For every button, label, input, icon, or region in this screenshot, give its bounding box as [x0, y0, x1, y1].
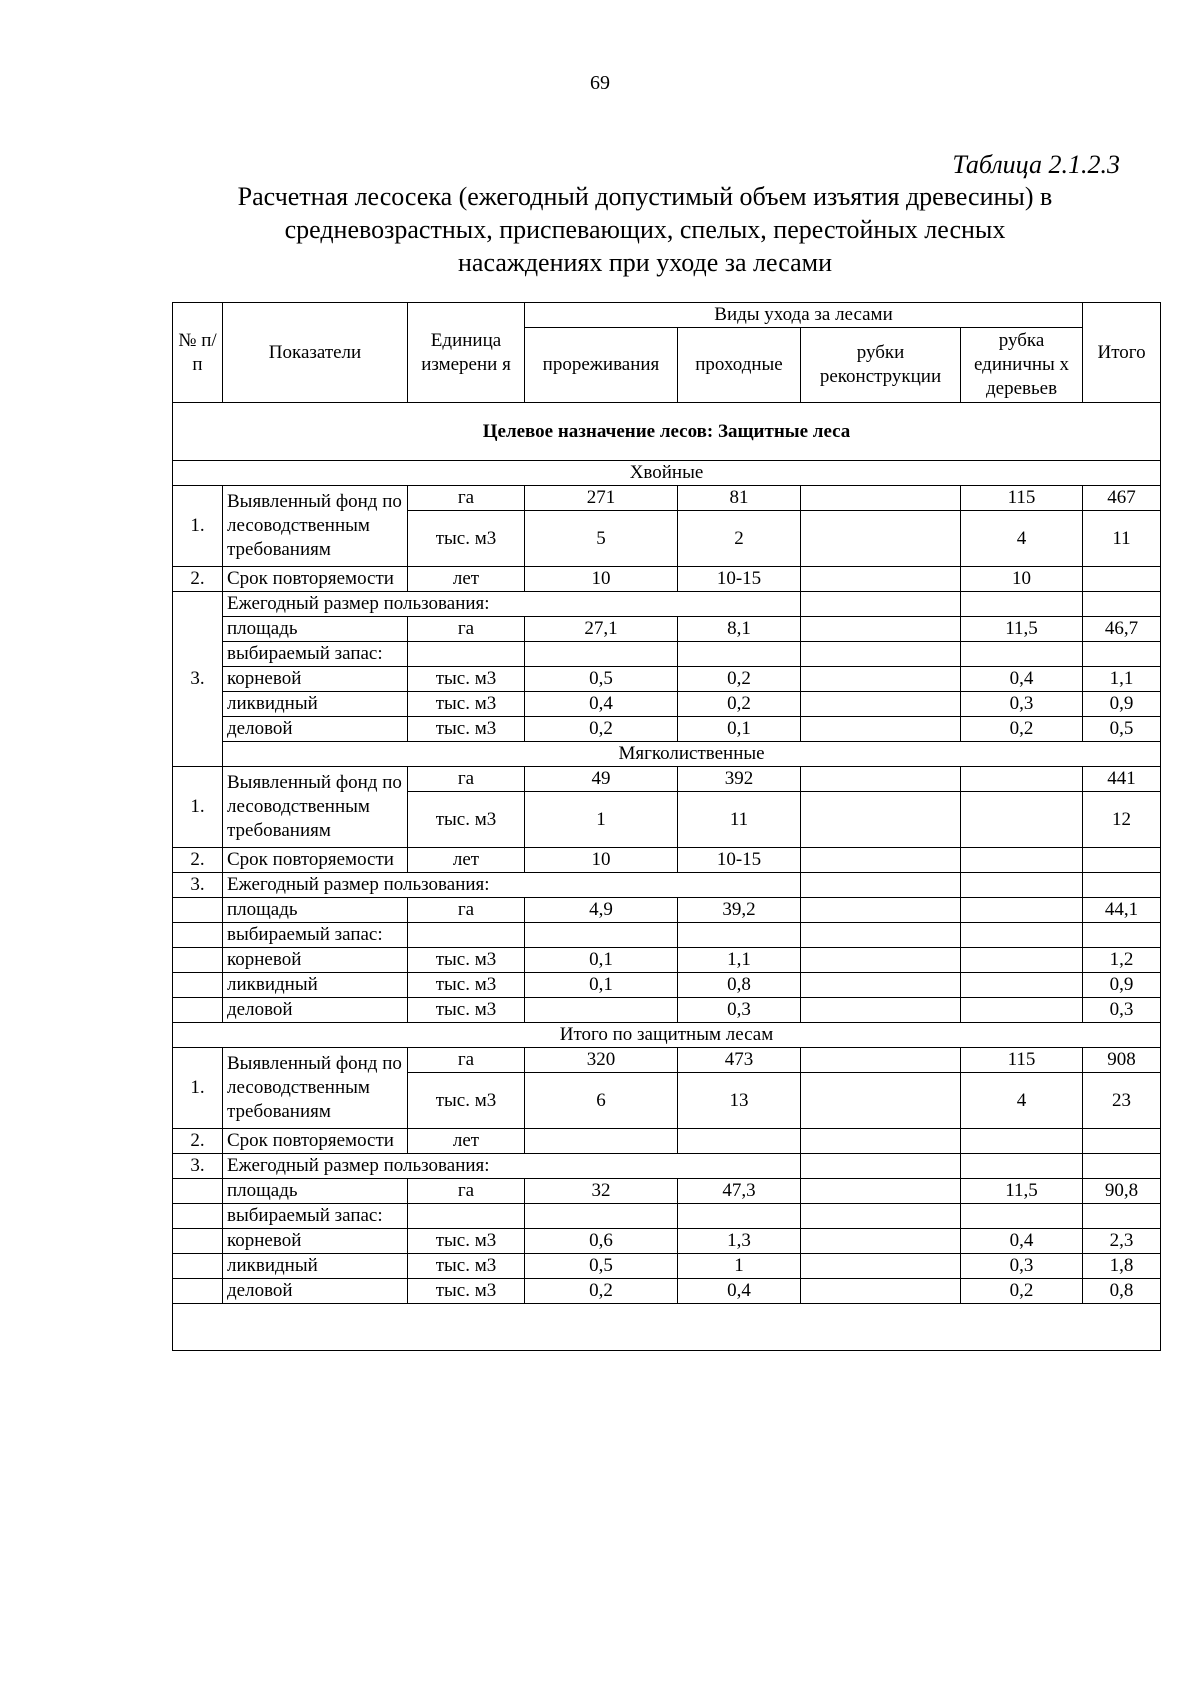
value-cell: [801, 1179, 961, 1204]
header-care-types: Виды ухода за лесами: [525, 303, 1083, 328]
row-number: 3.: [173, 1154, 223, 1179]
value-cell: [1083, 1154, 1161, 1179]
value-cell: [678, 642, 801, 667]
indicator-label: ликвидный: [223, 973, 408, 998]
value-cell: [961, 592, 1083, 617]
indicator-label: ликвидный: [223, 1254, 408, 1279]
table-row: [173, 667, 1161, 692]
value-cell: [678, 1129, 801, 1154]
value-cell: 49: [525, 767, 678, 792]
value-cell: [961, 767, 1083, 792]
table-row: [173, 1048, 1161, 1073]
unit-cell: лет: [408, 1129, 525, 1154]
header-row: [173, 303, 1161, 328]
row-number: [173, 1229, 223, 1254]
value-cell: [1083, 923, 1161, 948]
section-heading: Итого по защитным лесам: [173, 1023, 1161, 1048]
value-cell: 0,3: [961, 1254, 1083, 1279]
value-cell: [525, 1204, 678, 1229]
value-cell: [961, 898, 1083, 923]
value-cell: 27,1: [525, 617, 678, 642]
row-number: [173, 898, 223, 923]
row-number: [173, 1204, 223, 1229]
value-cell: [1083, 567, 1161, 592]
section-row: [173, 461, 1161, 486]
value-cell: 10-15: [678, 567, 801, 592]
row-number: 3.: [173, 592, 223, 767]
value-cell: 0,4: [961, 1229, 1083, 1254]
value-cell: 23: [1083, 1073, 1161, 1129]
table-row: [173, 998, 1161, 1023]
empty-row: [173, 1304, 1161, 1351]
value-cell: 0,2: [678, 667, 801, 692]
value-cell: 0,3: [678, 998, 801, 1023]
value-cell: [801, 1048, 961, 1073]
value-cell: [801, 511, 961, 567]
value-cell: [801, 792, 961, 848]
value-cell: [1083, 1129, 1161, 1154]
table-row: [173, 617, 1161, 642]
table-row: [173, 1179, 1161, 1204]
value-cell: 10: [525, 848, 678, 873]
value-cell: 1,1: [678, 948, 801, 973]
value-cell: 0,5: [1083, 717, 1161, 742]
unit-cell: тыс. м3: [408, 792, 525, 848]
page-number: 69: [590, 72, 610, 94]
value-cell: [961, 642, 1083, 667]
value-cell: [525, 1129, 678, 1154]
table-title: [160, 180, 1130, 279]
value-cell: 0,5: [525, 667, 678, 692]
value-cell: [801, 667, 961, 692]
value-cell: [961, 948, 1083, 973]
value-cell: 6: [525, 1073, 678, 1129]
indicator-label: деловой: [223, 717, 408, 742]
value-cell: 81: [678, 486, 801, 511]
row-number: [173, 973, 223, 998]
value-cell: 908: [1083, 1048, 1161, 1073]
value-cell: 90,8: [1083, 1179, 1161, 1204]
indicator-label: ликвидный: [223, 692, 408, 717]
indicator-label: Выявленный фонд по лесоводственным требованиям: [223, 486, 408, 567]
row-number: [173, 1179, 223, 1204]
value-cell: [801, 923, 961, 948]
unit-cell: га: [408, 1179, 525, 1204]
row-number: [173, 923, 223, 948]
value-cell: [801, 873, 961, 898]
header-single-trees: рубка единичны х деревьев: [961, 328, 1083, 403]
value-cell: [801, 567, 961, 592]
value-cell: 0,2: [961, 717, 1083, 742]
row-number: 1.: [173, 486, 223, 567]
value-cell: [801, 848, 961, 873]
value-cell: 11: [678, 792, 801, 848]
table-row: [173, 486, 1161, 511]
value-cell: [801, 1279, 961, 1304]
table-row: [173, 692, 1161, 717]
indicator-label: площадь: [223, 1179, 408, 1204]
value-cell: [801, 948, 961, 973]
value-cell: 0,4: [678, 1279, 801, 1304]
value-cell: 46,7: [1083, 617, 1161, 642]
row-number: 2.: [173, 1129, 223, 1154]
table-row: [173, 1254, 1161, 1279]
indicator-label: Срок повторяемости: [223, 1129, 408, 1154]
value-cell: [801, 717, 961, 742]
table-row: [173, 642, 1161, 667]
table-row: [173, 1204, 1161, 1229]
unit-cell: га: [408, 1048, 525, 1073]
value-cell: [525, 998, 678, 1023]
unit-cell: [408, 642, 525, 667]
table-row: [173, 567, 1161, 592]
unit-cell: тыс. м3: [408, 973, 525, 998]
value-cell: [801, 1073, 961, 1129]
indicator-label: деловой: [223, 1279, 408, 1304]
table-row: [173, 1129, 1161, 1154]
value-cell: 11,5: [961, 617, 1083, 642]
value-cell: 0,8: [1083, 1279, 1161, 1304]
indicator-label: Выявленный фонд по лесоводственным требованиям: [223, 1048, 408, 1129]
value-cell: [961, 1154, 1083, 1179]
row-number: 2.: [173, 848, 223, 873]
value-cell: 271: [525, 486, 678, 511]
value-cell: 0,8: [678, 973, 801, 998]
value-cell: 0,6: [525, 1229, 678, 1254]
value-cell: 0,4: [525, 692, 678, 717]
section-row: [173, 742, 1161, 767]
unit-cell: га: [408, 767, 525, 792]
header-thinning: прореживания: [525, 328, 678, 403]
row-number: [173, 1254, 223, 1279]
table-row: [173, 898, 1161, 923]
value-cell: 5: [525, 511, 678, 567]
value-cell: [961, 923, 1083, 948]
unit-cell: тыс. м3: [408, 948, 525, 973]
header-total: Итого: [1083, 303, 1161, 403]
value-cell: 0,1: [678, 717, 801, 742]
table-row: [173, 973, 1161, 998]
value-cell: [801, 1129, 961, 1154]
indicator-label: выбираемый запас:: [223, 923, 408, 948]
value-cell: [801, 1254, 961, 1279]
value-cell: 0,9: [1083, 692, 1161, 717]
value-cell: 39,2: [678, 898, 801, 923]
value-cell: 0,2: [525, 717, 678, 742]
value-cell: 1,3: [678, 1229, 801, 1254]
indicator-label: корневой: [223, 667, 408, 692]
value-cell: [961, 973, 1083, 998]
value-cell: [961, 848, 1083, 873]
value-cell: [801, 617, 961, 642]
empty-cell: [173, 1304, 1161, 1351]
value-cell: [1083, 592, 1161, 617]
value-cell: 0,1: [525, 948, 678, 973]
value-cell: [961, 1204, 1083, 1229]
title-line: насаждениях при уходе за лесами: [458, 248, 832, 277]
table-row: [173, 923, 1161, 948]
value-cell: 1: [525, 792, 678, 848]
value-cell: 115: [961, 486, 1083, 511]
value-cell: [1083, 1204, 1161, 1229]
value-cell: 10: [525, 567, 678, 592]
table-row: [173, 717, 1161, 742]
header-unit: Единица измерени я: [408, 303, 525, 403]
indicator-label: корневой: [223, 948, 408, 973]
unit-cell: тыс. м3: [408, 1229, 525, 1254]
value-cell: 0,1: [525, 973, 678, 998]
unit-cell: лет: [408, 848, 525, 873]
unit-cell: га: [408, 898, 525, 923]
value-cell: 10-15: [678, 848, 801, 873]
value-cell: [525, 642, 678, 667]
value-cell: [525, 923, 678, 948]
value-cell: [1083, 873, 1161, 898]
value-cell: [801, 692, 961, 717]
unit-cell: лет: [408, 567, 525, 592]
table-row: [173, 1229, 1161, 1254]
indicator-label: Ежегодный размер пользования:: [223, 592, 801, 617]
indicator-label: площадь: [223, 898, 408, 923]
table-label: Таблица 2.1.2.3: [952, 150, 1120, 179]
indicator-label: Ежегодный размер пользования:: [223, 1154, 801, 1179]
value-cell: [801, 973, 961, 998]
value-cell: 32: [525, 1179, 678, 1204]
section-heading: Хвойные: [173, 461, 1161, 486]
value-cell: 467: [1083, 486, 1161, 511]
value-cell: 0,3: [1083, 998, 1161, 1023]
value-cell: [801, 998, 961, 1023]
table-row: [173, 1154, 1161, 1179]
value-cell: 11: [1083, 511, 1161, 567]
unit-cell: тыс. м3: [408, 1279, 525, 1304]
value-cell: [1083, 848, 1161, 873]
value-cell: [801, 642, 961, 667]
value-cell: 1,1: [1083, 667, 1161, 692]
header-num: № п/ п: [173, 303, 223, 403]
value-cell: 4,9: [525, 898, 678, 923]
value-cell: 1,2: [1083, 948, 1161, 973]
value-cell: [801, 767, 961, 792]
section-heading: Мягколиственные: [223, 742, 1161, 767]
header-passage: проходные: [678, 328, 801, 403]
value-cell: [801, 592, 961, 617]
value-cell: [961, 1129, 1083, 1154]
row-number: 2.: [173, 567, 223, 592]
value-cell: 47,3: [678, 1179, 801, 1204]
indicator-label: выбираемый запас:: [223, 1204, 408, 1229]
value-cell: 1: [678, 1254, 801, 1279]
unit-cell: га: [408, 617, 525, 642]
row-number: [173, 948, 223, 973]
unit-cell: тыс. м3: [408, 692, 525, 717]
value-cell: 473: [678, 1048, 801, 1073]
value-cell: 0,2: [678, 692, 801, 717]
value-cell: 115: [961, 1048, 1083, 1073]
felling-table: [172, 302, 1161, 1351]
value-cell: 4: [961, 1073, 1083, 1129]
value-cell: 11,5: [961, 1179, 1083, 1204]
unit-cell: [408, 1204, 525, 1229]
title-line: средневозрастных, приспевающих, спелых, перестойных лесных: [284, 215, 1006, 244]
title-line: Расчетная лесосека (ежегодный допустимый объем изъятия древесины) в: [237, 182, 1053, 211]
value-cell: [801, 1154, 961, 1179]
value-cell: 44,1: [1083, 898, 1161, 923]
purpose-row: [173, 403, 1161, 461]
unit-cell: га: [408, 486, 525, 511]
table-row: [173, 1279, 1161, 1304]
value-cell: 0,3: [961, 692, 1083, 717]
row-number: [173, 1279, 223, 1304]
value-cell: 12: [1083, 792, 1161, 848]
row-number: 1.: [173, 767, 223, 848]
header-indicators: Показатели: [223, 303, 408, 403]
value-cell: [961, 792, 1083, 848]
indicator-label: деловой: [223, 998, 408, 1023]
row-number: 3.: [173, 873, 223, 898]
value-cell: 10: [961, 567, 1083, 592]
unit-cell: тыс. м3: [408, 1254, 525, 1279]
value-cell: [801, 486, 961, 511]
value-cell: 441: [1083, 767, 1161, 792]
table-row: [173, 592, 1161, 617]
unit-cell: тыс. м3: [408, 717, 525, 742]
value-cell: 8,1: [678, 617, 801, 642]
section-row: [173, 1023, 1161, 1048]
value-cell: 13: [678, 1073, 801, 1129]
value-cell: [678, 923, 801, 948]
value-cell: [1083, 642, 1161, 667]
value-cell: [961, 998, 1083, 1023]
indicator-label: Срок повторяемости: [223, 567, 408, 592]
value-cell: [678, 1204, 801, 1229]
table-row: [173, 948, 1161, 973]
value-cell: [961, 873, 1083, 898]
unit-cell: тыс. м3: [408, 667, 525, 692]
indicator-label: корневой: [223, 1229, 408, 1254]
value-cell: 0,5: [525, 1254, 678, 1279]
indicator-label: выбираемый запас:: [223, 642, 408, 667]
table-row: [173, 873, 1161, 898]
unit-cell: тыс. м3: [408, 998, 525, 1023]
value-cell: 0,2: [525, 1279, 678, 1304]
value-cell: 4: [961, 511, 1083, 567]
indicator-label: Срок повторяемости: [223, 848, 408, 873]
table-row: [173, 848, 1161, 873]
indicator-label: Выявленный фонд по лесоводственным требованиям: [223, 767, 408, 848]
value-cell: [801, 1229, 961, 1254]
indicator-label: Ежегодный размер пользования:: [223, 873, 801, 898]
value-cell: 2,3: [1083, 1229, 1161, 1254]
value-cell: 1,8: [1083, 1254, 1161, 1279]
unit-cell: [408, 923, 525, 948]
value-cell: 0,9: [1083, 973, 1161, 998]
value-cell: 320: [525, 1048, 678, 1073]
header-reconstruction: рубки реконструкции: [801, 328, 961, 403]
value-cell: [801, 898, 961, 923]
value-cell: 2: [678, 511, 801, 567]
purpose-heading: Целевое назначение лесов: Защитные леса: [173, 403, 1161, 461]
indicator-label: площадь: [223, 617, 408, 642]
row-number: 1.: [173, 1048, 223, 1129]
unit-cell: тыс. м3: [408, 1073, 525, 1129]
table-row: [173, 767, 1161, 792]
value-cell: 0,4: [961, 667, 1083, 692]
unit-cell: тыс. м3: [408, 511, 525, 567]
value-cell: [801, 1204, 961, 1229]
value-cell: 392: [678, 767, 801, 792]
value-cell: 0,2: [961, 1279, 1083, 1304]
row-number: [173, 998, 223, 1023]
